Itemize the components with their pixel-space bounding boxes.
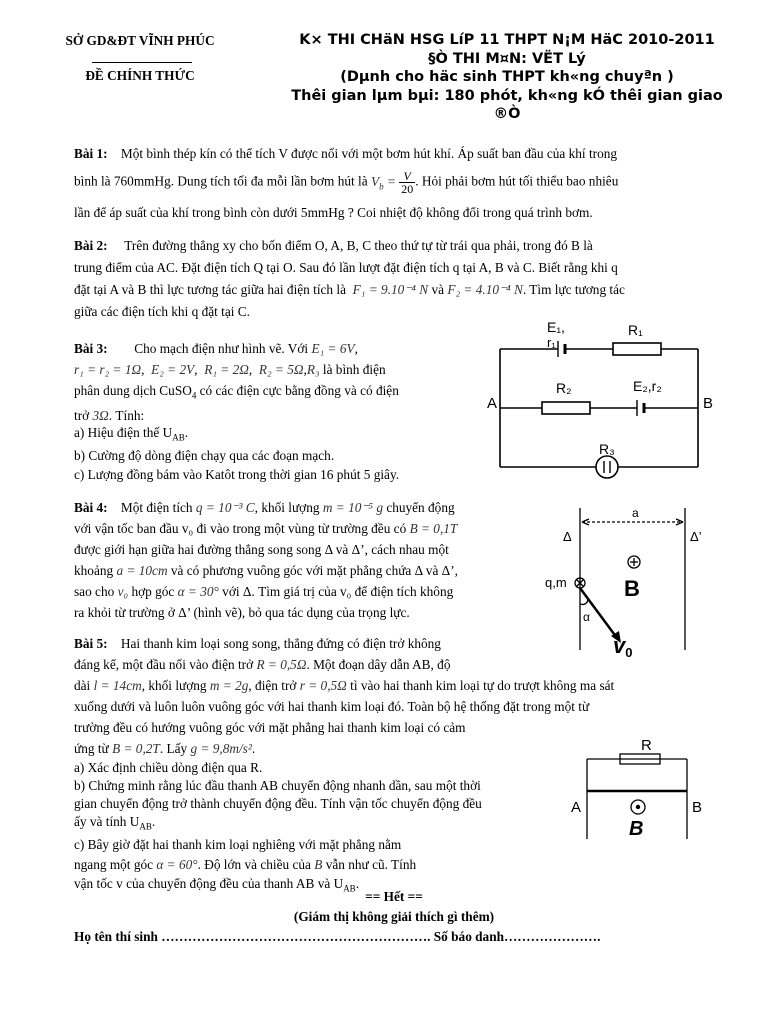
official-label: ĐỀ CHÍNH THỨC xyxy=(85,68,195,83)
problem-5-part-b-3: ấy và tính $U_{AB}$. xyxy=(74,814,156,832)
problem-3-part-b: b) Cường độ dòng điện chạy qua các đoạn mạch. xyxy=(74,448,335,464)
field-B-label: B xyxy=(629,818,644,840)
alpha-label: α xyxy=(583,610,590,624)
e1-formula: E₁ = 6V xyxy=(311,341,355,356)
B-formula: B = 0,2T xyxy=(112,741,160,756)
problem-5-line-5: trường đều có hướng vuông góc với mặt phẳng hai thanh kim loại có cảm xyxy=(74,720,466,735)
node-A-label: A xyxy=(487,395,498,412)
problem-4-line-6: ra khỏi từ trường ở Δ’ (hình vẽ), bỏ qua tác dụng của trọng lực. xyxy=(74,605,410,620)
problem-2-label: Bài 2: xyxy=(74,238,108,253)
problem-1-line-2b: . Hỏi phải bơm hút tối thiểu bao nhiêu xyxy=(415,173,619,189)
R-formula: R = 0,5Ω xyxy=(256,657,307,672)
problem-1-label: Bài 1: xyxy=(74,146,108,161)
problem-5: Bài 5: Hai thanh kim loại song song, thẳng đứng có điện trở không đáng kể, một đầu nối vào điện trở R = 0,5Ω. Một đoạn dây dẫn AB, độ dài l = 14cm, khối lượng m = 2g, điện trở r = 0,5Ω tì vào hai thanh kim loại tự do trượt không ma sát xuống dưới và luôn luôn vuông góc với hai thanh kim loại đó. Toàn bộ hệ thống đặt trong một từ trường đều có hướng vuông góc với mặt phẳng hai thanh kim loại có cảm ứng từ B = 0,2T. Lấy g = 9,8m/s². a) Xác định chiều dòng điện qua R. b) Chứng minh rằng lúc đầu thanh AB chuyển động nhanh dần, sau một thời gian chuyển động trở thành chuyển động đều. Tính vận tốc chuyển động đều ấy và tính $U_{AB}$. c) Bây giờ đặt hai thanh kim loại nghiêng với mặt phẳng nằm ngang một góc α = 60°. Độ lớn và chiều của B vẫn như cũ. Tính vận tốc v của chuyển động đều của thanh AB và $U_{AB}$. xyxy=(74,633,714,897)
problem-5-label: Bài 5: xyxy=(74,636,108,651)
problem-1 xyxy=(74,144,712,223)
problem-3-part-c: c) Lượng đồng bám vào Katôt trong thời gian 16 phút 5 giây. xyxy=(74,467,400,483)
R3-label: R₃ xyxy=(599,441,615,457)
problem-4-label: Bài 4: xyxy=(74,500,108,515)
problem-5-part-b-1: b) Chứng minh rằng lúc đầu thanh AB chuyển động nhanh dần, sau một thời xyxy=(74,778,481,793)
title-line-4: Thêi gian lµm bµi: 180 phót, kh«ng kÓ thêi gian giao xyxy=(291,87,723,104)
mass-formula: m = 2g xyxy=(209,678,249,693)
title-line-2: §Ò THI M¤N: VËT Lý xyxy=(428,50,586,67)
problem-3-line-1: Cho mạch điện như hình vẽ. Với xyxy=(134,341,309,356)
rails-diagram xyxy=(565,735,715,845)
B-vector: B xyxy=(314,856,323,872)
title-line-1: K× THI CHäN HSG LíP 11 THPT N¡M HäC 2010-2011 xyxy=(299,32,715,48)
problem-3-part-a: a) Hiệu điện thế $U_{AB}$. xyxy=(74,424,189,443)
problem-5-line-4: xuống dưới và luôn luôn vuông góc với hai thanh kim loại đó. Toàn bộ hệ thống đặt trong một từ xyxy=(74,699,590,714)
resistor-R-label: R xyxy=(641,737,652,754)
angle-formula: α = 60° xyxy=(156,856,198,872)
b-formula: B = 0,1T xyxy=(409,521,458,536)
rod-A-label: A xyxy=(571,799,582,816)
problem-2 xyxy=(74,235,712,323)
problem-3-line-3: phân dung dịch CuSO xyxy=(74,383,192,398)
problem-5-part-c-3: vận tốc v của chuyển động đều của thanh AB và $U_{AB}$. xyxy=(74,875,360,894)
e2r2-label: E₂,r₂ xyxy=(633,378,662,394)
r12-formula: r₁ = r₂ = 1Ω xyxy=(74,362,142,377)
R1-label: R₁ xyxy=(628,322,643,338)
dept-label: SỞ GD&ĐT VĨNH PHÚC xyxy=(65,33,215,48)
proctor-note: (Giám thị không giải thích gì thêm) xyxy=(293,909,495,924)
R1-formula: R₁ = 2Ω xyxy=(204,362,249,377)
problem-3-line-4: trở xyxy=(74,407,90,423)
v0-symbol: v₀ xyxy=(117,584,129,599)
candidate-line xyxy=(74,929,724,945)
problem-2-line-4: giữa các điện tích khi q đặt tại C. xyxy=(74,304,250,319)
rod-B-label: B xyxy=(692,799,703,816)
candidate-name-field: Họ tên thí sinh ……………………………………………………. xyxy=(74,929,431,944)
problem-2-line-1: Trên đường thẳng xy cho bốn điểm O, A, B, C theo thứ tự từ trái qua phải, trong đó B là xyxy=(124,238,593,253)
r1-label: r₁ xyxy=(547,335,556,350)
r3-value: 3Ω xyxy=(92,407,109,423)
node-B-label: B xyxy=(703,395,714,412)
problem-2-line-3b: . Tìm lực tương tác xyxy=(522,282,625,297)
f1-formula: F₁ = 9.10⁻⁴ N xyxy=(352,282,429,297)
length-formula: l = 14cm xyxy=(93,678,142,693)
gap-a-label: a xyxy=(632,506,639,520)
r-formula: r = 0,5Ω xyxy=(299,678,347,693)
R2-label: R₂ xyxy=(556,380,572,396)
e1-label: E₁, xyxy=(547,319,565,335)
field-B-label: B xyxy=(624,576,640,601)
a-formula: a = 10cm xyxy=(116,563,168,578)
and-text: và xyxy=(431,282,445,297)
problem-3-label: Bài 3: xyxy=(74,341,108,356)
exam-title xyxy=(262,31,752,124)
g-formula: g = 9,8m/s² xyxy=(190,741,252,756)
header-underline xyxy=(92,62,192,63)
title-line-3: (Dµnh cho häc sinh THPT kh«ng chuyªn ) xyxy=(340,69,674,85)
problem-5-part-b-2: gian chuyển động trở thành chuyển động đều. Tính vận tốc chuyển động đều xyxy=(74,796,482,811)
alpha-formula: α = 30° xyxy=(177,584,219,599)
delta-prime-label: Δ’ xyxy=(690,529,702,544)
v0-label: v0 xyxy=(613,633,633,660)
R2-formula: R₂ = 5Ω xyxy=(258,362,304,377)
problem-2-line-3a: đặt tại A và B thì lực tương tác giữa hai điện tích là xyxy=(74,282,346,297)
problem-5-part-a: a) Xác định chiều dòng điện qua R. xyxy=(74,760,263,775)
m-formula: m = 10⁻⁵ g xyxy=(322,500,383,515)
f2-formula: F₂ = 4.10⁻⁴ N xyxy=(447,282,523,297)
candidate-number-field: Số báo danh…………………. xyxy=(433,929,601,944)
delta-label: Δ xyxy=(563,529,572,544)
v-over-20: $\frac{V}{20}$ xyxy=(401,169,414,196)
problem-1-line-2a: bình là 760mmHg. Dung tích tối đa mỗi lần bơm hút là xyxy=(74,173,368,189)
problem-1-line-1: Một bình thép kín có thể tích V được nối với một bơm hút khí. Áp suất ban đầu của khí trong xyxy=(120,146,618,161)
qm-label: q,m xyxy=(545,575,567,590)
problem-3: Bài 3: Cho mạch điện như hình vẽ. Với E₁ = 6V, r₁ = r₂ = 1Ω, E₂ = 2V, R₁ = 2Ω, R₂ = 5Ω,R₃ là bình điện phân dung dịch CuSO$_4$ có các điện cực bằng đồng và có điện trở 3Ω. Tính: a) Hiệu điện thế $U_{AB}$. b) Cường độ dòng điện chạy qua các đoạn mạch. c) Lượng đồng bám vào Katôt trong thời gian 16 phút 5 giây. xyxy=(74,338,466,484)
problem-3-line-2b: là bình điện xyxy=(322,362,386,377)
e2-formula: E₂ = 2V xyxy=(151,362,195,377)
problem-5-part-c-1: c) Bây giờ đặt hai thanh kim loại nghiêng với mặt phẳng nằm xyxy=(74,836,402,852)
problem-4-line-3: được giới hạn giữa hai đường thẳng song song Δ và Δ’, cách nhau một xyxy=(74,542,449,557)
title-line-5: ®Ò xyxy=(493,106,521,122)
end-marker: == Hết == xyxy=(365,889,423,904)
circuit-diagram xyxy=(480,315,720,485)
R3-symbol: R₃ xyxy=(306,362,320,377)
problem-4: Bài 4: Một điện tích q = 10⁻³ C, khối lượng m = 10⁻⁵ g chuyển động với vận tốc ban đầu v₀ đi vào trong một vùng từ trường đều có B = 0,1T được giới hạn giữa hai đường thẳng song song Δ và Δ’, cách nhau một khoảng a = 10cm và có phương vuông góc với mặt phẳng chứa Δ và Δ’, sao cho v₀ hợp góc α = 30° với Δ. Tìm giá trị của v₀ để điện tích không ra khỏi từ trường ở Δ’ (hình vẽ), bỏ qua tác dụng của trọng lực. xyxy=(74,497,524,623)
problem-1-line-3: lần để áp suất của khí trong bình còn dưới 5mmHg ? Coi nhiệt độ không đổi trong quá trình bơm. xyxy=(74,205,593,221)
problem-2-line-2: trung điểm của AC. Đặt điện tích Q tại O. Sau đó lần lượt đặt điện tích q tại A, B và C. Biết rằng khi q xyxy=(74,260,618,275)
vb-formula: $V_b$ = xyxy=(370,173,396,192)
q-formula: q = 10⁻³ C xyxy=(195,500,255,515)
